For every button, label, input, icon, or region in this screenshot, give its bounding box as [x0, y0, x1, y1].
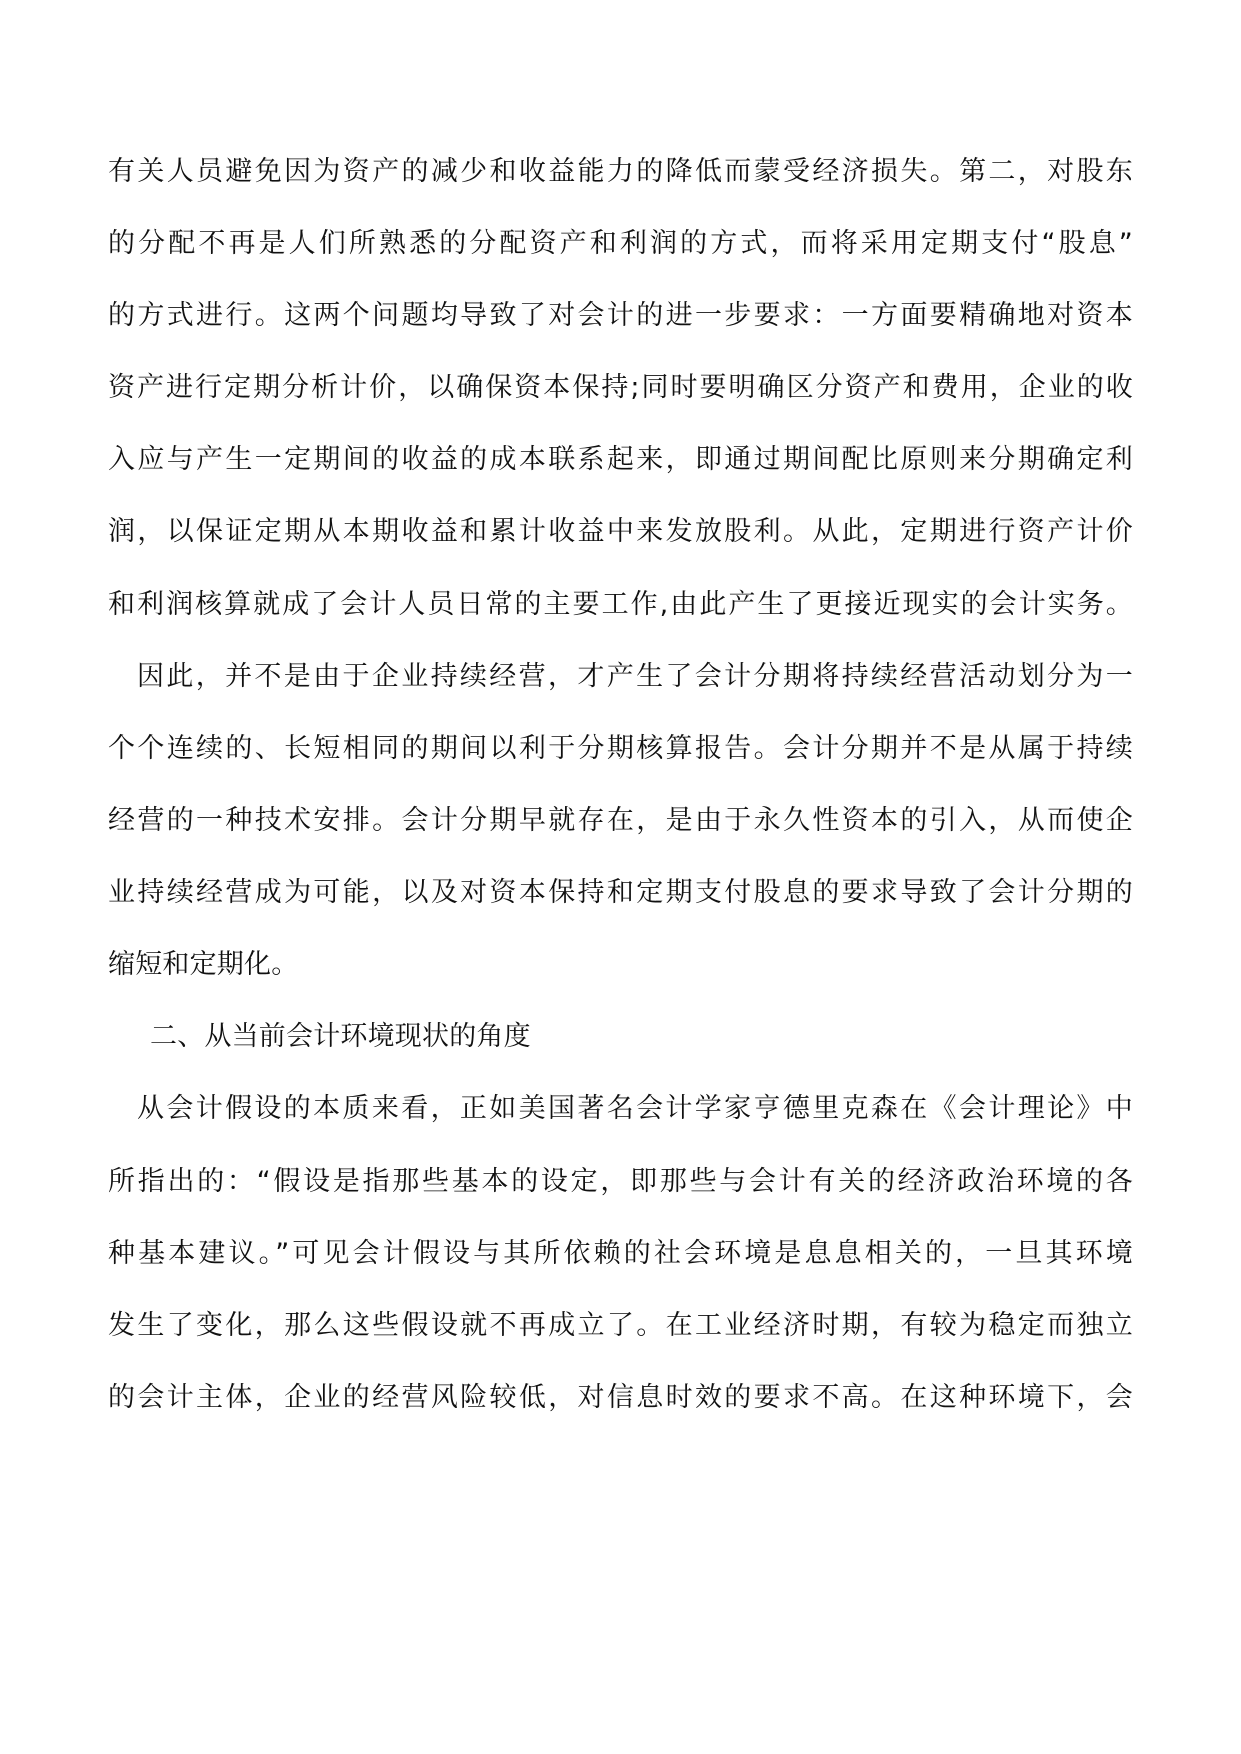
body-text-line: 的方式进行。这两个问题均导致了对会计的进一步要求：一方面要精确地对资本 — [108, 300, 1133, 331]
body-text-line: 个个连续的、长短相同的期间以利于分期核算报告。会计分期并不是从属于持续 — [108, 733, 1133, 764]
body-text-line: 缩短和定期化。 — [108, 949, 299, 980]
body-text-line: 和利润核算就成了会计人员日常的主要工作,由此产生了更接近现实的会计实务。 — [108, 589, 1133, 620]
body-text-line: 的分配不再是人们所熟悉的分配资产和利润的方式，而将采用定期支付“股息” — [108, 228, 1133, 259]
section-heading: 二、从当前会计环境现状的角度 — [150, 1021, 531, 1052]
body-text-line: 入应与产生一定期间的收益的成本联系起来，即通过期间配比原则来分期确定利 — [108, 444, 1133, 475]
body-text-line: 有关人员避免因为资产的减少和收益能力的降低而蒙受经济损失。第二，对股东 — [108, 156, 1133, 187]
paragraph-first-line: 从会计假设的本质来看，正如美国著名会计学家亨德里克森在《会计理论》中 — [137, 1093, 1133, 1124]
body-text-line: 的会计主体，企业的经营风险较低，对信息时效的要求不高。在这种环境下，会 — [108, 1382, 1133, 1413]
body-text-line: 润，以保证定期从本期收益和累计收益中来发放股利。从此，定期进行资产计价 — [108, 516, 1133, 547]
body-text-line: 经营的一种技术安排。会计分期早就存在，是由于永久性资本的引入，从而使企 — [108, 805, 1133, 836]
paragraph-first-line: 因此，并不是由于企业持续经营，才产生了会计分期将持续经营活动划分为一 — [137, 661, 1133, 692]
body-text-line: 业持续经营成为可能，以及对资本保持和定期支付股息的要求导致了会计分期的 — [108, 877, 1133, 908]
body-text-line: 种基本建议。”可见会计假设与其所依赖的社会环境是息息相关的，一旦其环境 — [108, 1238, 1133, 1269]
body-text-line: 所指出的：“假设是指那些基本的设定，即那些与会计有关的经济政治环境的各 — [108, 1166, 1133, 1197]
body-text-line: 资产进行定期分析计价，以确保资本保持;同时要明确区分资产和费用，企业的收 — [108, 372, 1133, 403]
body-text-line: 发生了变化，那么这些假设就不再成立了。在工业经济时期，有较为稳定而独立 — [108, 1310, 1133, 1341]
